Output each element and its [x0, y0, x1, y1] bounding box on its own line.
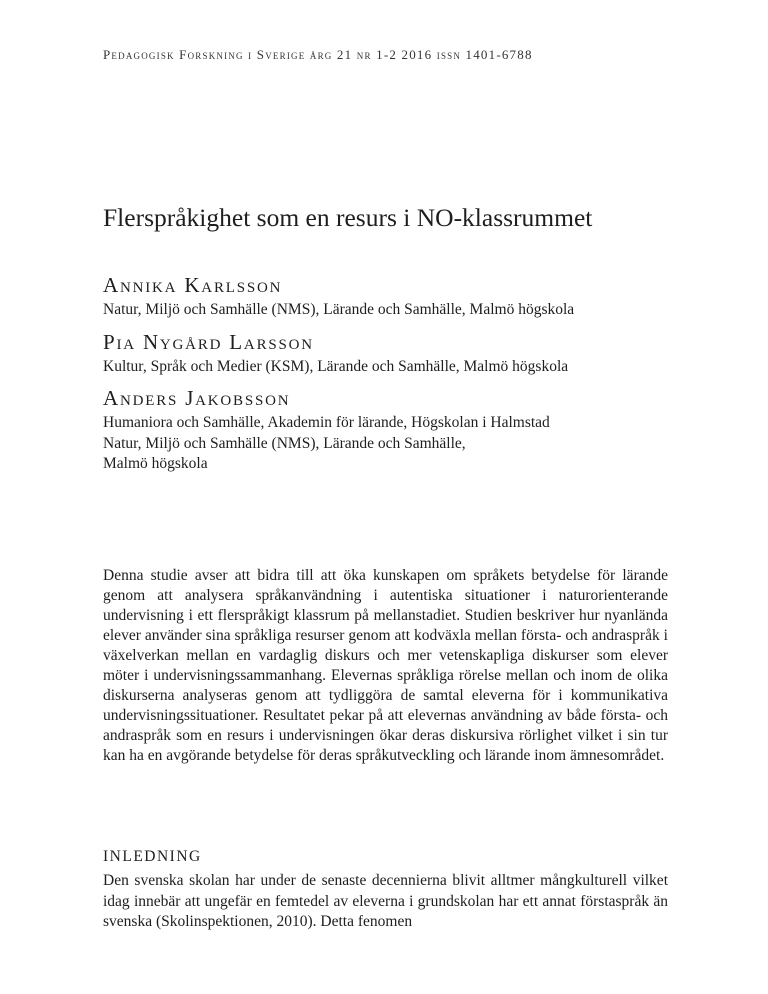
- author-name: Annika Karlsson: [103, 273, 283, 297]
- author-name: Pia Nygård Larsson: [103, 329, 314, 354]
- running-head: Pedagogisk Forskning i Sverige årg 21 nr 1-2 2016 issn 1401-6788: [103, 47, 533, 62]
- author-block: [103, 385, 668, 475]
- abstract: Denna studie avser att bidra till att öka kunskapen om språkets betydelse för lärande genom att analysera språkanvändning i autentiska situationer i naturorienterande undervisning i ett flerspråkigt klassrum på mellanstadiet. Studien beskriver hur nyanlända elever använder sina språkliga resurser genom att kodväxla mellan första- och andraspråk i växelverkan mellan en vardaglig diskurs och mer vetenskapliga diskurser som elever möter i undervisningssammanhang. Elevernas språkliga rörelse mellan och inom de olika diskurserna analyseras genom att tydliggöra de samtal eleverna för i kommunikativa undervisningssituationer. Resultatet pekar på att elevernas användning av både första- och andraspråk som en resurs i undervisningen ökar deras diskursiva rörlighet vilket i sin tur kan ha en avgörande betydelse för deras språkutveckling och lärande inom ämnesområdet.: [103, 567, 668, 764]
- section-heading: INLEDNING: [103, 848, 202, 865]
- body-paragraph: Den svenska skolan har under de senaste decennierna blivit alltmer mångkulturell vilket idag innebär att ungefär en femtedel av eleverna i grundskolan har ett annat förstaspråk än svenska (Skolinspektionen, 2010). Detta fenomen: [103, 872, 668, 930]
- author-affiliation: Malmö högskola: [103, 455, 208, 472]
- article-title: Flerspråkighet som en resurs i NO-klassrummet: [103, 203, 593, 232]
- author-affiliation: Humaniora och Samhälle, Akademin för lärande, Högskolan i Halmstad: [103, 414, 550, 431]
- author-name: Anders Jakobsson: [103, 386, 291, 410]
- author-affiliation: Natur, Miljö och Samhälle (NMS), Lärande och Samhälle, Malmö högskola: [103, 301, 575, 318]
- author-affiliation: Natur, Miljö och Samhälle (NMS), Lärande och Samhälle,: [103, 434, 466, 452]
- author-affiliation: Kultur, Språk och Medier (KSM), Lärande och Samhälle, Malmö högskola: [103, 357, 569, 375]
- author-list: [103, 272, 668, 483]
- author-block: [103, 329, 668, 378]
- author-block: [103, 272, 668, 321]
